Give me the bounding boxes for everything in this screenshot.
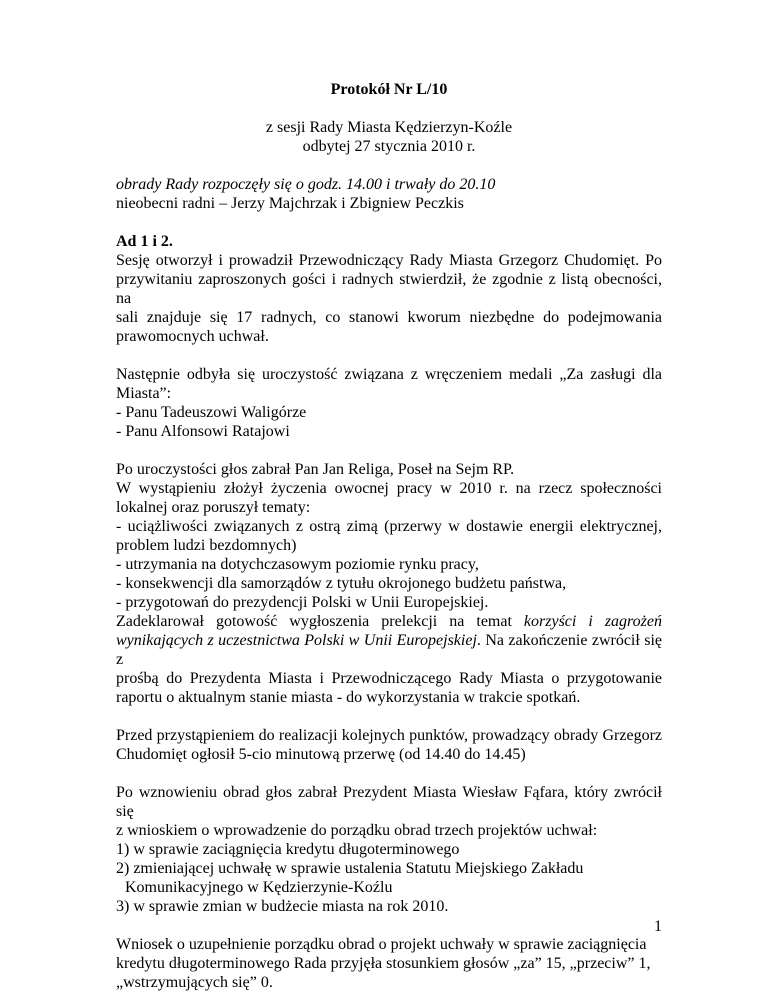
resolution-item-continuation: Komunikacyjnego w Kędzierzynie-Koźlu: [125, 879, 393, 896]
religa-topic: - konsekwencji dla samorządów z tytułu okrojonego budżetu państwa,: [116, 575, 567, 592]
medal-recipient: - Panu Tadeuszowi Waligórze: [116, 404, 307, 421]
resolution-item: 3) w sprawie zmian w budżecie miasta na rok 2010.: [116, 898, 449, 915]
religa-topic: - przygotowań do prezydencji Polski w Unii Europejskiej.: [116, 594, 489, 611]
medals-line: Miasta”:: [116, 385, 172, 402]
ad12-line: Sesję otworzył i prowadził Przewodniczący Rady Miasta Grzegorz Chudomięt. Po: [116, 252, 662, 269]
session-subtitle: z sesji Rady Miasta Kędzierzyn-Koźle: [265, 119, 513, 136]
session-date: odbytej 27 stycznia 2010 r.: [302, 138, 476, 155]
resolution-item: 1) w sprawie zaciągnięcia kredytu długoterminowego: [116, 841, 460, 858]
resumption-line: Po wznowieniu obrad głos zabrał Prezydent Miasta Wiesław Fąfara, który zwrócił się: [116, 784, 662, 820]
declaration-topic-part-2: wynikających z uczestnictwa Polski w Unii Europejskiej: [116, 632, 477, 649]
religa-line: lokalnej oraz poruszył tematy:: [116, 499, 311, 516]
motion-line: Wniosek o uzupełnienie porządku obrad o projekt uchwały w sprawie zaciągnięcia: [116, 936, 647, 953]
page-number: 1: [654, 918, 662, 935]
document-page: [116, 80, 662, 992]
declaration-prefix: Zadeklarował gotowość wygłoszenia prelekcji na temat: [116, 613, 524, 630]
ad12-line: sali znajduje się 17 radnych, co stanowi kworum niezbędne do podejmowania: [116, 309, 662, 326]
ad12-heading: Ad 1 i 2.: [116, 233, 173, 250]
break-line: Przed przystąpieniem do realizacji kolejnych punktów, prowadzący obrady Grzegorz: [116, 727, 662, 744]
religa-declaration-line: [116, 631, 662, 669]
resolution-item: 2) zmieniającej uchwałę w sprawie ustalenia Statutu Miejskiego Zakładu: [116, 860, 584, 877]
medal-recipient: - Panu Alfonsowi Ratajowi: [116, 423, 290, 440]
religa-closing-line: prośbą do Prezydenta Miasta i Przewodniczącego Rady Miasta o przygotowanie: [116, 670, 662, 687]
protocol-title: Protokół Nr L/10: [330, 81, 448, 98]
motion-line: „wstrzymujących się” 0.: [116, 974, 273, 991]
session-time-line: obrady Rady rozpoczęły się o godz. 14.00 i trwały do 20.10: [116, 176, 496, 193]
ad12-line: prawomocnych uchwał.: [116, 328, 269, 345]
resumption-line: z wnioskiem o wprowadzenie do porządku obrad trzech projektów uchwał:: [116, 822, 598, 839]
religa-declaration-line: [116, 612, 662, 631]
declaration-topic-part-1: korzyści i zagrożeń: [523, 613, 662, 630]
religa-line: W wystąpieniu złożył życzenia owocnej pracy w 2010 r. na rzecz społeczności: [116, 480, 662, 497]
motion-line: kredytu długoterminowego Rada przyjęła stosunkiem głosów „za” 15, „przeciw” 1,: [116, 955, 651, 972]
absent-councillors-line: nieobecni radni – Jerzy Majchrzak i Zbigniew Peczkis: [116, 195, 464, 212]
religa-topic: - uciążliwości związanych z ostrą zimą (przerwy w dostawie energii elektrycznej,: [116, 518, 662, 535]
religa-line: Po uroczystości głos zabrał Pan Jan Religa, Poseł na Sejm RP.: [116, 461, 515, 478]
declaration-suffix: . Na zakończenie zwrócił się z: [116, 632, 662, 668]
religa-topic: - utrzymania na dotychczasowym poziomie rynku pracy,: [116, 556, 479, 573]
break-line: Chudomięt ogłosił 5-cio minutową przerwę (od 14.40 do 14.45): [116, 746, 526, 763]
religa-closing-line: raportu o aktualnym stanie miasta - do wykorzystania w trakcie spotkań.: [116, 689, 581, 706]
medals-line: Następnie odbyła się uroczystość związana z wręczeniem medali „Za zasługi dla: [116, 366, 662, 383]
religa-topic: problem ludzi bezdomnych): [116, 537, 297, 554]
ad12-line: przywitaniu zaproszonych gości i radnych stwierdził, że zgodnie z listą obecności, na: [116, 271, 662, 307]
